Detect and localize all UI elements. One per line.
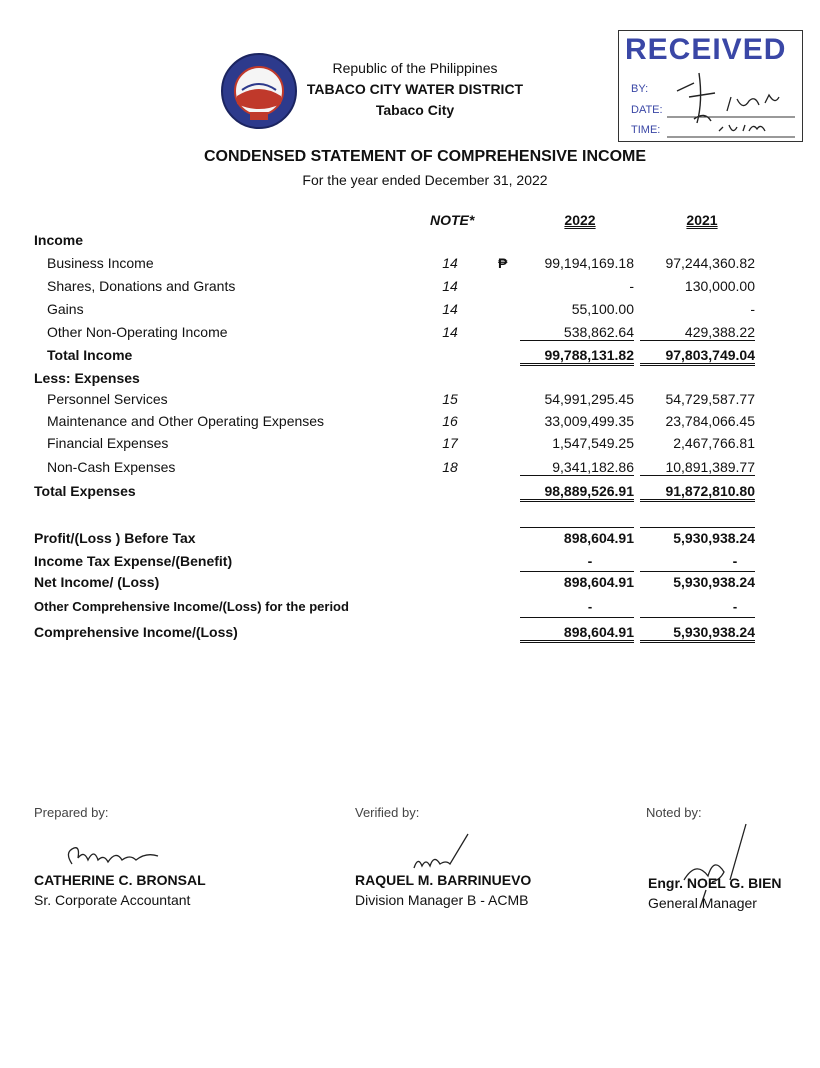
total-income-2022: 99,788,131.82 <box>520 347 634 366</box>
row-value-2021: 10,891,389.77 <box>640 459 755 476</box>
stamp-by-label: BY: <box>631 83 649 95</box>
other-ci-2021: - <box>732 599 738 614</box>
row-note: 14 <box>442 278 458 294</box>
oci-underline-2022 <box>520 617 634 618</box>
row-note: 14 <box>442 324 458 340</box>
noted-by-heading: Noted by: <box>646 805 702 820</box>
income-heading: Income <box>34 232 84 248</box>
income-tax-2021: - <box>732 553 738 569</box>
signature-bronsal <box>60 840 170 876</box>
prepared-by-heading: Prepared by: <box>34 805 109 820</box>
table-row <box>0 391 820 413</box>
table-row <box>0 413 820 435</box>
col-header-2021: 2021 <box>686 212 718 228</box>
noter-position: General Manager <box>648 895 757 911</box>
row-value-2022: 1,547,549.25 <box>552 435 634 451</box>
row-value-2022: 33,009,499.35 <box>544 413 634 429</box>
row-value-2021: 2,467,766.81 <box>673 435 755 451</box>
table-row <box>0 324 820 346</box>
row-value-2021: 54,729,587.77 <box>665 391 755 407</box>
row-value-2022: 538,862.64 <box>520 324 634 341</box>
row-value-2022: 55,100.00 <box>571 301 634 317</box>
profit-before-tax-2022: 898,604.91 <box>563 530 634 546</box>
row-note: 14 <box>442 255 458 271</box>
row-value-2022: - <box>629 278 634 294</box>
stamp-date-label: DATE: <box>631 104 663 116</box>
net-income-2021: 5,930,938.24 <box>673 574 755 590</box>
row-note: 17 <box>442 435 458 451</box>
table-row <box>0 278 820 300</box>
noter-name: Engr. NOEL G. BIEN <box>648 875 782 891</box>
verified-by-heading: Verified by: <box>355 805 420 820</box>
comprehensive-income-row <box>0 624 820 646</box>
expenses-heading-row <box>0 370 820 392</box>
received-stamp <box>618 30 803 142</box>
profit-before-tax-label: Profit/(Loss ) Before Tax <box>34 530 196 546</box>
row-value-2022: 99,194,169.18 <box>544 255 634 271</box>
profit-before-tax-row <box>0 530 820 552</box>
stamp-title: RECEIVED <box>625 33 787 66</box>
table-row <box>0 459 820 481</box>
header-city: Tabaco City <box>375 102 455 118</box>
total-expenses-2022: 98,889,526.91 <box>520 483 634 502</box>
other-ci-label: Other Comprehensive Income/(Loss) for the period <box>34 599 349 614</box>
header-republic: Republic of the Philippines <box>332 60 498 76</box>
total-expenses-2021: 91,872,810.80 <box>640 483 755 502</box>
row-value-2021: 97,244,360.82 <box>665 255 755 271</box>
net-income-2022: 898,604.91 <box>563 574 634 590</box>
row-label: Non-Cash Expenses <box>47 459 176 475</box>
total-expenses-label: Total Expenses <box>34 483 136 499</box>
net-income-row <box>0 574 820 596</box>
row-value-2021: 429,388.22 <box>640 324 755 341</box>
peso-sign: ₱ <box>498 255 508 271</box>
row-value-2021: 23,784,066.45 <box>665 413 755 429</box>
total-income-label: Total Income <box>47 347 133 363</box>
verifier-position: Division Manager B - ACMB <box>355 892 529 908</box>
row-label: Shares, Donations and Grants <box>47 278 236 294</box>
table-row <box>0 435 820 457</box>
row-value-2022: 9,341,182.86 <box>520 459 634 476</box>
row-label: Business Income <box>47 255 154 271</box>
comprehensive-income-2022: 898,604.91 <box>520 624 634 643</box>
row-value-2022: 54,991,295.45 <box>544 391 634 407</box>
total-income-row <box>0 347 820 369</box>
income-heading-row <box>0 232 820 254</box>
row-label: Other Non-Operating Income <box>47 324 228 340</box>
profit-topline-2021 <box>640 527 755 528</box>
expenses-heading: Less: Expenses <box>34 370 140 386</box>
preparer-position: Sr. Corporate Accountant <box>34 892 191 908</box>
row-label: Financial Expenses <box>47 435 169 451</box>
header-district: TABACO CITY WATER DISTRICT <box>306 81 524 97</box>
income-tax-label: Income Tax Expense/(Benefit) <box>34 553 233 569</box>
statement-subtitle: For the year ended December 31, 2022 <box>302 172 548 188</box>
row-note: 15 <box>442 391 458 407</box>
row-value-2021: - <box>750 301 755 317</box>
row-note: 14 <box>442 301 458 317</box>
row-note: 18 <box>442 459 458 475</box>
col-header-2022: 2022 <box>564 212 596 228</box>
income-tax-2022: - <box>587 553 593 569</box>
row-note: 16 <box>442 413 458 429</box>
statement-title: CONDENSED STATEMENT OF COMPREHENSIVE INCOME <box>203 148 647 165</box>
profit-topline-2022 <box>520 527 634 528</box>
row-label: Gains <box>47 301 84 317</box>
row-label: Maintenance and Other Operating Expenses <box>47 413 325 429</box>
table-row <box>0 301 820 323</box>
verifier-name: RAQUEL M. BARRINUEVO <box>355 872 532 888</box>
table-row <box>0 255 820 277</box>
column-header-row <box>0 212 820 234</box>
oci-underline-2021 <box>640 617 755 618</box>
tax-underline-2022 <box>520 571 634 572</box>
stamp-handwriting <box>619 31 804 143</box>
row-label: Personnel Services <box>47 391 168 407</box>
total-income-2021: 97,803,749.04 <box>640 347 755 366</box>
stamp-time-label: TIME: <box>631 124 661 136</box>
other-ci-2022: - <box>587 599 593 614</box>
net-income-label: Net Income/ (Loss) <box>34 574 160 590</box>
preparer-name: CATHERINE C. BRONSAL <box>34 872 206 888</box>
comprehensive-income-2021: 5,930,938.24 <box>640 624 755 643</box>
total-expenses-row <box>0 483 820 505</box>
comprehensive-income-label: Comprehensive Income/(Loss) <box>34 624 238 640</box>
col-header-note: NOTE* <box>430 212 475 228</box>
row-value-2021: 130,000.00 <box>684 278 755 294</box>
tax-underline-2021 <box>640 571 755 572</box>
profit-before-tax-2021: 5,930,938.24 <box>673 530 755 546</box>
